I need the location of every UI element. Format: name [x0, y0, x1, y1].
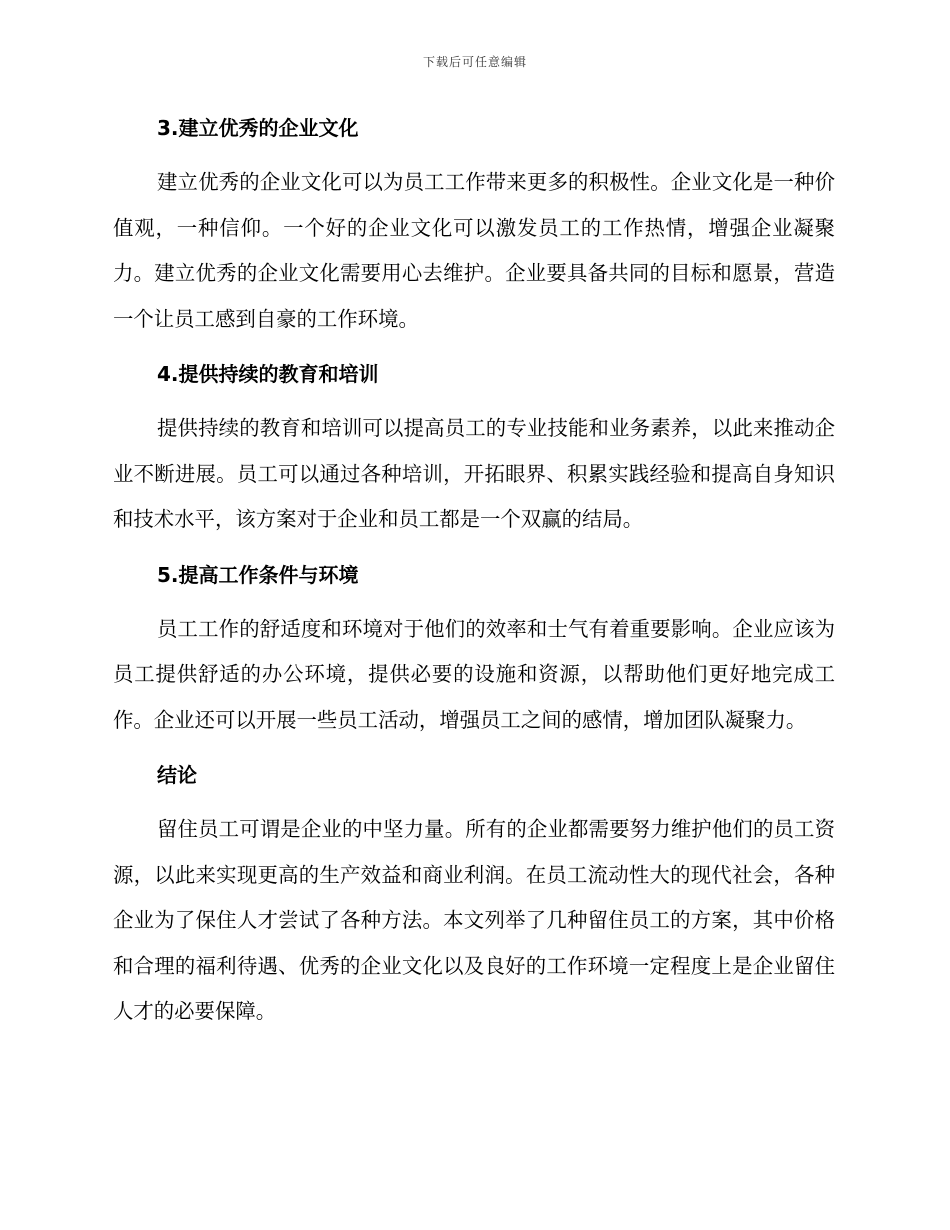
section-heading-training: 4.提供持续的教育和培训 — [157, 362, 379, 386]
section-paragraph-corporate-culture: 建立优秀的企业文化可以为员工工作带来更多的积极性。企业文化是一种价值观，一种信仰。一个好的企业文化可以激发员工的工作热情，增强企业凝聚力。建立优秀的企业文化需要用心去维护。企业要具备共同的目标和愿景，营造一个让员工感到自豪的工作环境。 — [113, 170, 835, 331]
section-heading-work-environment: 5.提高工作条件与环境 — [157, 562, 359, 587]
page-header: 下载后可任意编辑 — [422, 55, 527, 69]
section-paragraph-training: 提供持续的教育和培训可以提高员工的专业技能和业务素养，以此来推动企业不断进展。员工可以通过各种培训，开拓眼界、积累实践经验和提高自身知识和技术水平，该方案对于企业和员工都是一个双赢的结局。 — [113, 416, 835, 531]
section-paragraph-work-environment: 员工工作的舒适度和环境对于他们的效率和士气有着重要影响。企业应该为员工提供舒适的办公环境，提供必要的设施和资源，以帮助他们更好地完成工作。企业还可以开展一些员工活动，增强员工之间的感情，增加团队凝聚力。 — [113, 616, 835, 732]
section-heading-conclusion: 结论 — [157, 763, 197, 787]
document-body — [113, 108, 835, 1035]
section-paragraph-conclusion: 留住员工可谓是企业的中坚力量。所有的企业都需要努力维护他们的员工资源，以此来实现更高的生产效益和商业利润。在员工流动性大的现代社会，各种企业为了保住人才尝试了各种方法。本文列举了几种留住员工的方案，其中价格和合理的福利待遇、优秀的企业文化以及良好的工作环境一定程度上是企业留住人才的必要保障。 — [113, 817, 835, 1023]
section-heading-corporate-culture: 3.建立优秀的企业文化 — [157, 116, 359, 140]
